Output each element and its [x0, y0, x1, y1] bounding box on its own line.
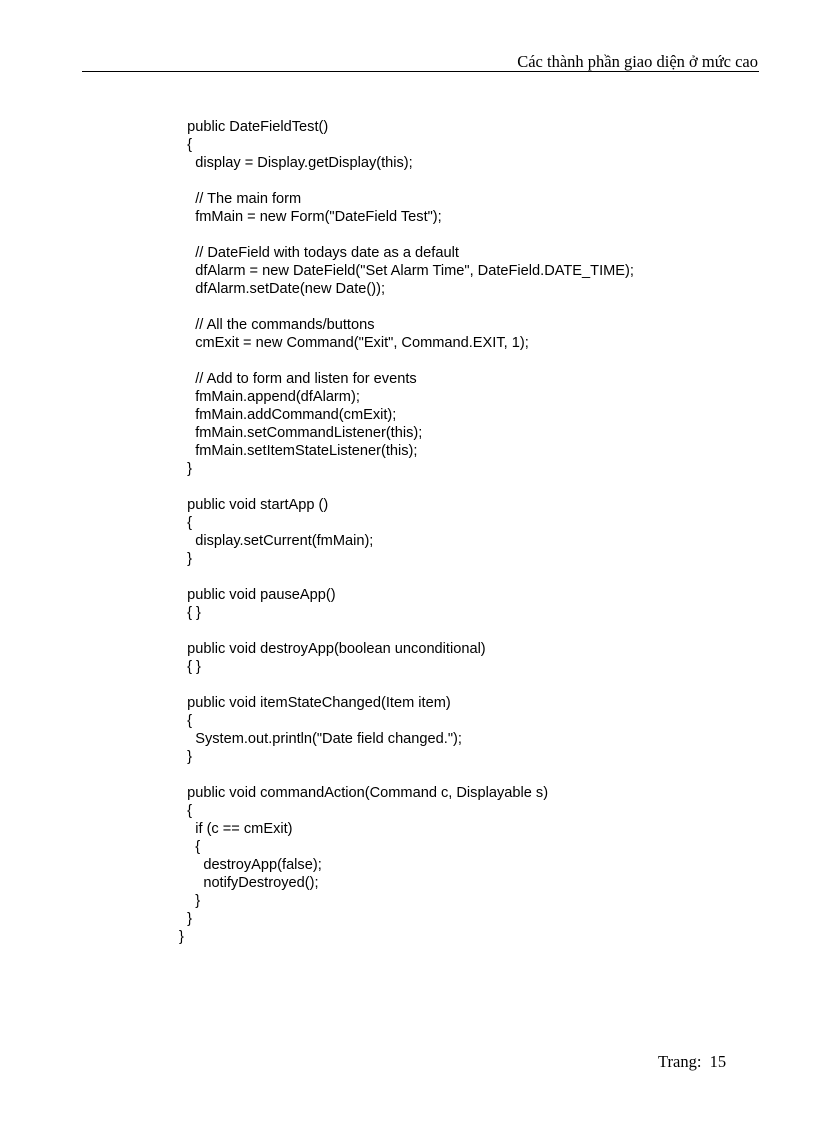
- code-line: [179, 352, 634, 370]
- code-line: }: [179, 893, 201, 909]
- page-footer: [658, 1052, 726, 1072]
- code-line: }: [179, 749, 192, 765]
- code-line: fmMain.append(dfAlarm);: [179, 389, 360, 405]
- code-line: fmMain.setCommandListener(this);: [179, 425, 423, 441]
- code-line: System.out.println("Date field changed.");: [179, 731, 462, 747]
- code-line: // All the commands/buttons: [179, 317, 375, 333]
- code-line: {: [179, 515, 192, 531]
- code-line: [179, 478, 634, 496]
- code-line: {: [179, 803, 192, 819]
- code-line: {: [179, 713, 192, 729]
- code-line: cmExit = new Command("Exit", Command.EXIT, 1);: [179, 335, 529, 351]
- code-line: { }: [179, 605, 201, 621]
- code-line: dfAlarm.setDate(new Date());: [179, 281, 385, 297]
- code-line: }: [179, 461, 192, 477]
- page-label: Trang:: [658, 1052, 702, 1071]
- code-line: // DateField with todays date as a default: [179, 245, 459, 261]
- code-line: {: [179, 839, 201, 855]
- code-line: // Add to form and listen for events: [179, 371, 417, 387]
- code-line: if (c == cmExit): [179, 821, 293, 837]
- code-line: [179, 622, 634, 640]
- code-line: { }: [179, 659, 201, 675]
- code-line: }: [179, 551, 192, 567]
- code-line: display.setCurrent(fmMain);: [179, 533, 374, 549]
- code-line: // The main form: [179, 191, 302, 207]
- code-line: public void commandAction(Command c, Displayable s): [179, 785, 549, 801]
- code-line: dfAlarm = new DateField("Set Alarm Time", DateField.DATE_TIME);: [179, 263, 634, 279]
- code-line: public void pauseApp(): [179, 587, 336, 603]
- code-line: public void startApp (): [179, 497, 329, 513]
- header-divider: [82, 71, 759, 72]
- code-line: display = Display.getDisplay(this);: [179, 155, 413, 171]
- code-line: public void destroyApp(boolean unconditional): [179, 641, 486, 657]
- code-line: }: [179, 911, 192, 927]
- code-line: destroyApp(false);: [179, 857, 322, 873]
- code-line: [179, 676, 634, 694]
- code-line: [179, 226, 634, 244]
- page-number: 15: [709, 1052, 727, 1071]
- code-line: [179, 766, 634, 784]
- code-line: [179, 568, 634, 586]
- page-header-title: Các thành phần giao diện ở mức cao: [517, 52, 758, 71]
- code-line: public DateFieldTest(): [179, 119, 329, 135]
- code-line: fmMain.addCommand(cmExit);: [179, 407, 397, 423]
- code-listing: [179, 118, 634, 946]
- code-line: [179, 172, 634, 190]
- code-line: notifyDestroyed();: [179, 875, 319, 891]
- code-line: public void itemStateChanged(Item item): [179, 695, 451, 711]
- code-line: }: [179, 929, 184, 945]
- code-line: {: [179, 137, 192, 153]
- code-line: fmMain = new Form("DateField Test");: [179, 209, 442, 225]
- code-line: [179, 298, 634, 316]
- code-line: fmMain.setItemStateListener(this);: [179, 443, 418, 459]
